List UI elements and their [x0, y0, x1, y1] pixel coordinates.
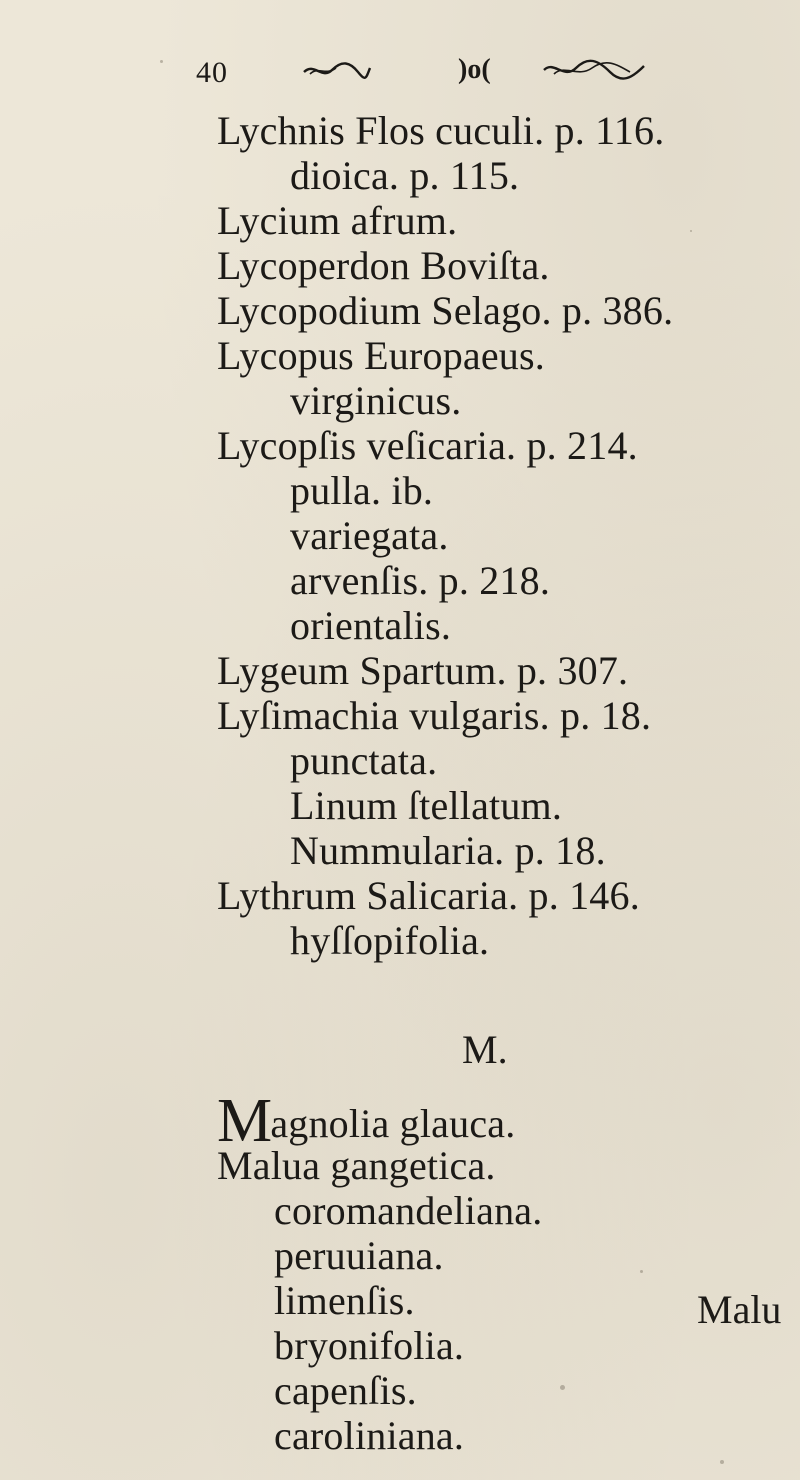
- index-entry-text: agnolia glauca.: [270, 1101, 516, 1146]
- index-entry: virginicus.: [290, 378, 462, 423]
- page-number: 40: [196, 56, 228, 89]
- index-entry: Nummularia. p. 18.: [290, 828, 606, 873]
- index-entry: hyſſopifolia.: [290, 918, 490, 963]
- index-entry: pulla. ib.: [290, 468, 434, 513]
- index-entry: Linum ſtellatum.: [290, 783, 563, 828]
- paper-speck: [560, 1385, 565, 1390]
- paper-speck: [640, 1270, 643, 1273]
- paper-speck: [160, 60, 163, 63]
- index-entry: Lycopſis veſicaria. p. 214.: [217, 423, 638, 468]
- index-entry: bryonifolia.: [274, 1323, 465, 1368]
- index-entry-first-of-section: [217, 1087, 516, 1155]
- index-entry: Lycoperdon Boviſta.: [217, 243, 550, 288]
- index-entry: peruuiana.: [274, 1233, 444, 1278]
- catchword: Malu: [697, 1287, 782, 1332]
- index-entry: Lycopodium Selago. p. 386.: [217, 288, 674, 333]
- section-heading: M.: [462, 1027, 508, 1072]
- index-entry: orientalis.: [290, 603, 452, 648]
- index-entry: limenſis.: [274, 1278, 415, 1323]
- paper-speck: [690, 230, 692, 232]
- paper-speck: [720, 1460, 724, 1464]
- index-entry: Malua gangetica.: [217, 1143, 496, 1188]
- index-entry: capenſis.: [274, 1368, 417, 1413]
- header-ornament-center: )o(: [458, 54, 491, 85]
- index-entry: caroliniana.: [274, 1413, 465, 1458]
- index-entry: dioica. p. 115.: [290, 153, 520, 198]
- drop-cap: M: [217, 1087, 273, 1155]
- index-entry: variegata.: [290, 513, 449, 558]
- index-entry: Lycopus Europaeus.: [217, 333, 545, 378]
- index-entry: Lythrum Salicaria. p. 146.: [217, 873, 640, 918]
- index-entry: punctata.: [290, 738, 438, 783]
- index-entry: Lyſimachia vulgaris. p. 18.: [217, 693, 652, 738]
- index-entry: coromandeliana.: [274, 1188, 543, 1233]
- index-entry: Lycium afrum.: [217, 198, 458, 243]
- index-entry: arvenſis. p. 218.: [290, 558, 551, 603]
- index-entry: Lygeum Spartum. p. 307.: [217, 648, 629, 693]
- index-entry: Lychnis Flos cuculi. p. 116.: [217, 108, 665, 153]
